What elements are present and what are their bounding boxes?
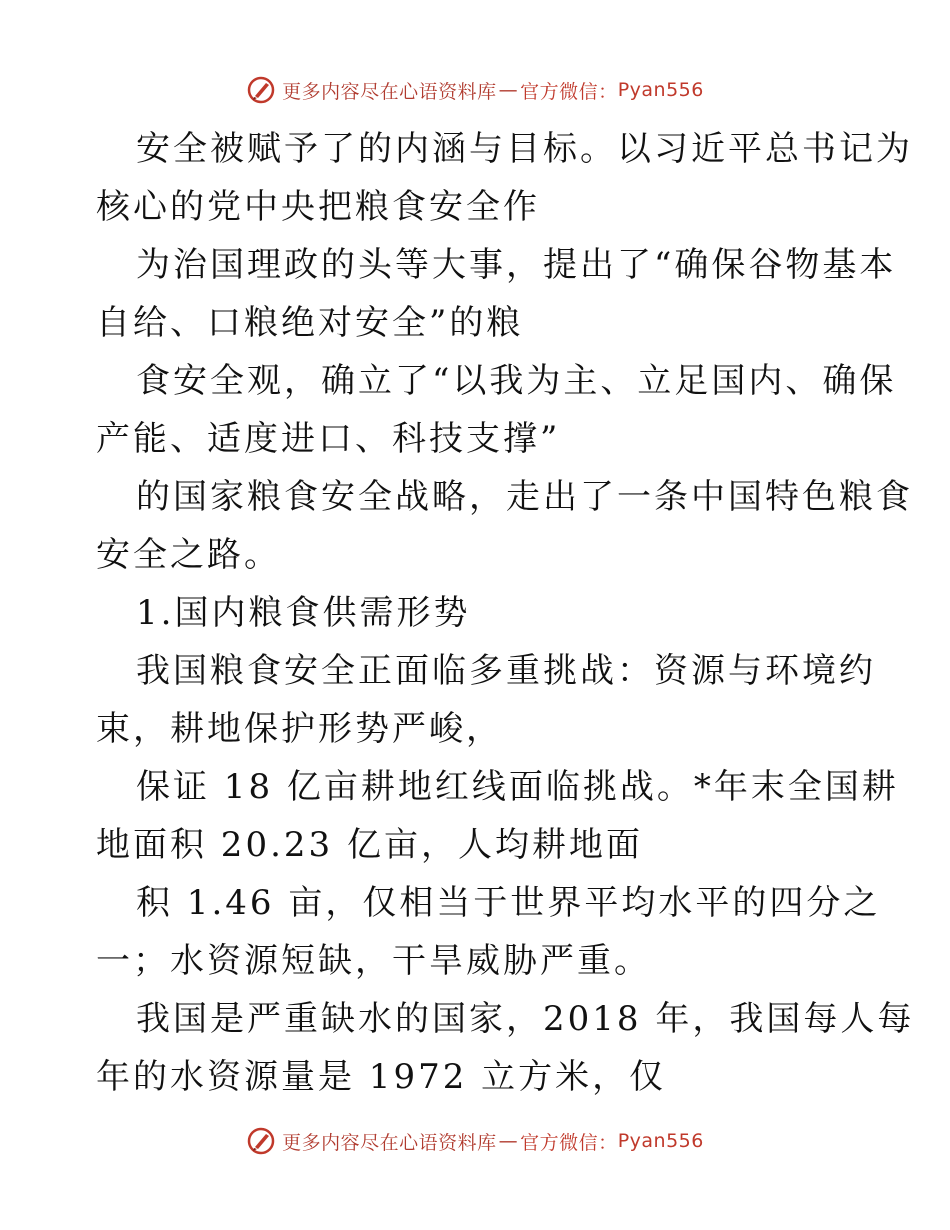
- section-heading: 1.国内粮食供需形势: [136, 593, 471, 633]
- paragraph-line: 安全被赋予了的内涵与目标。以习近平总书记为: [136, 129, 913, 169]
- paragraph-line: 年的水资源量是 1972 立方米，仅: [96, 1057, 667, 1097]
- paragraph-line: 一；水资源短缺，干旱威胁严重。: [96, 941, 651, 981]
- paragraph-line: 积 1.46 亩，仅相当于世界平均水平的四分之: [136, 883, 881, 923]
- paragraph-line: 束，耕地保护形势严峻，: [96, 709, 503, 749]
- footer-watermark: [0, 1121, 950, 1161]
- paragraph-line: 地面积 20.23 亿亩，人均耕地面: [96, 825, 643, 865]
- header-watermark: [0, 70, 950, 110]
- watermark-brand-text: 更多内容尽在心语资料库: [282, 80, 497, 103]
- brush-pen-logo-icon: [246, 75, 276, 105]
- paragraph-line: 核心的党中央把粮食安全作: [96, 187, 540, 227]
- watermark-wechat-id: Pyan556: [617, 1130, 704, 1152]
- paragraph-line: 为治国理政的头等大事，提出了“确保谷物基本: [136, 245, 897, 285]
- paragraph-line: 我国是严重缺水的国家，2018 年，我国每人每: [136, 999, 915, 1039]
- paragraph-line: 产能、适度进口、科技支撑”: [96, 419, 561, 459]
- paragraph-line: 保证 18 亿亩耕地红线面临挑战。*年末全国耕: [136, 767, 899, 807]
- brush-pen-logo-icon: [246, 1126, 276, 1156]
- paragraph-line: 的国家粮食安全战略，走出了一条中国特色粮食: [136, 477, 913, 517]
- watermark-dash: —: [498, 1130, 519, 1152]
- watermark-dash: —: [498, 79, 519, 101]
- watermark-wechat-id: Pyan556: [617, 79, 704, 101]
- watermark-brand-text: 更多内容尽在心语资料库: [282, 1131, 497, 1154]
- document-body: [96, 120, 915, 1106]
- paragraph-line: 我国粮食安全正面临多重挑战：资源与环境约: [136, 651, 876, 691]
- watermark-wechat-label: 官方微信：: [520, 80, 618, 103]
- paragraph-line: 食安全观，确立了“以我为主、立足国内、确保: [136, 361, 897, 401]
- paragraph-line: 自给、口粮绝对安全”的粮: [96, 303, 524, 343]
- watermark-wechat-label: 官方微信：: [520, 1131, 618, 1154]
- paragraph-line: 安全之路。: [96, 535, 281, 575]
